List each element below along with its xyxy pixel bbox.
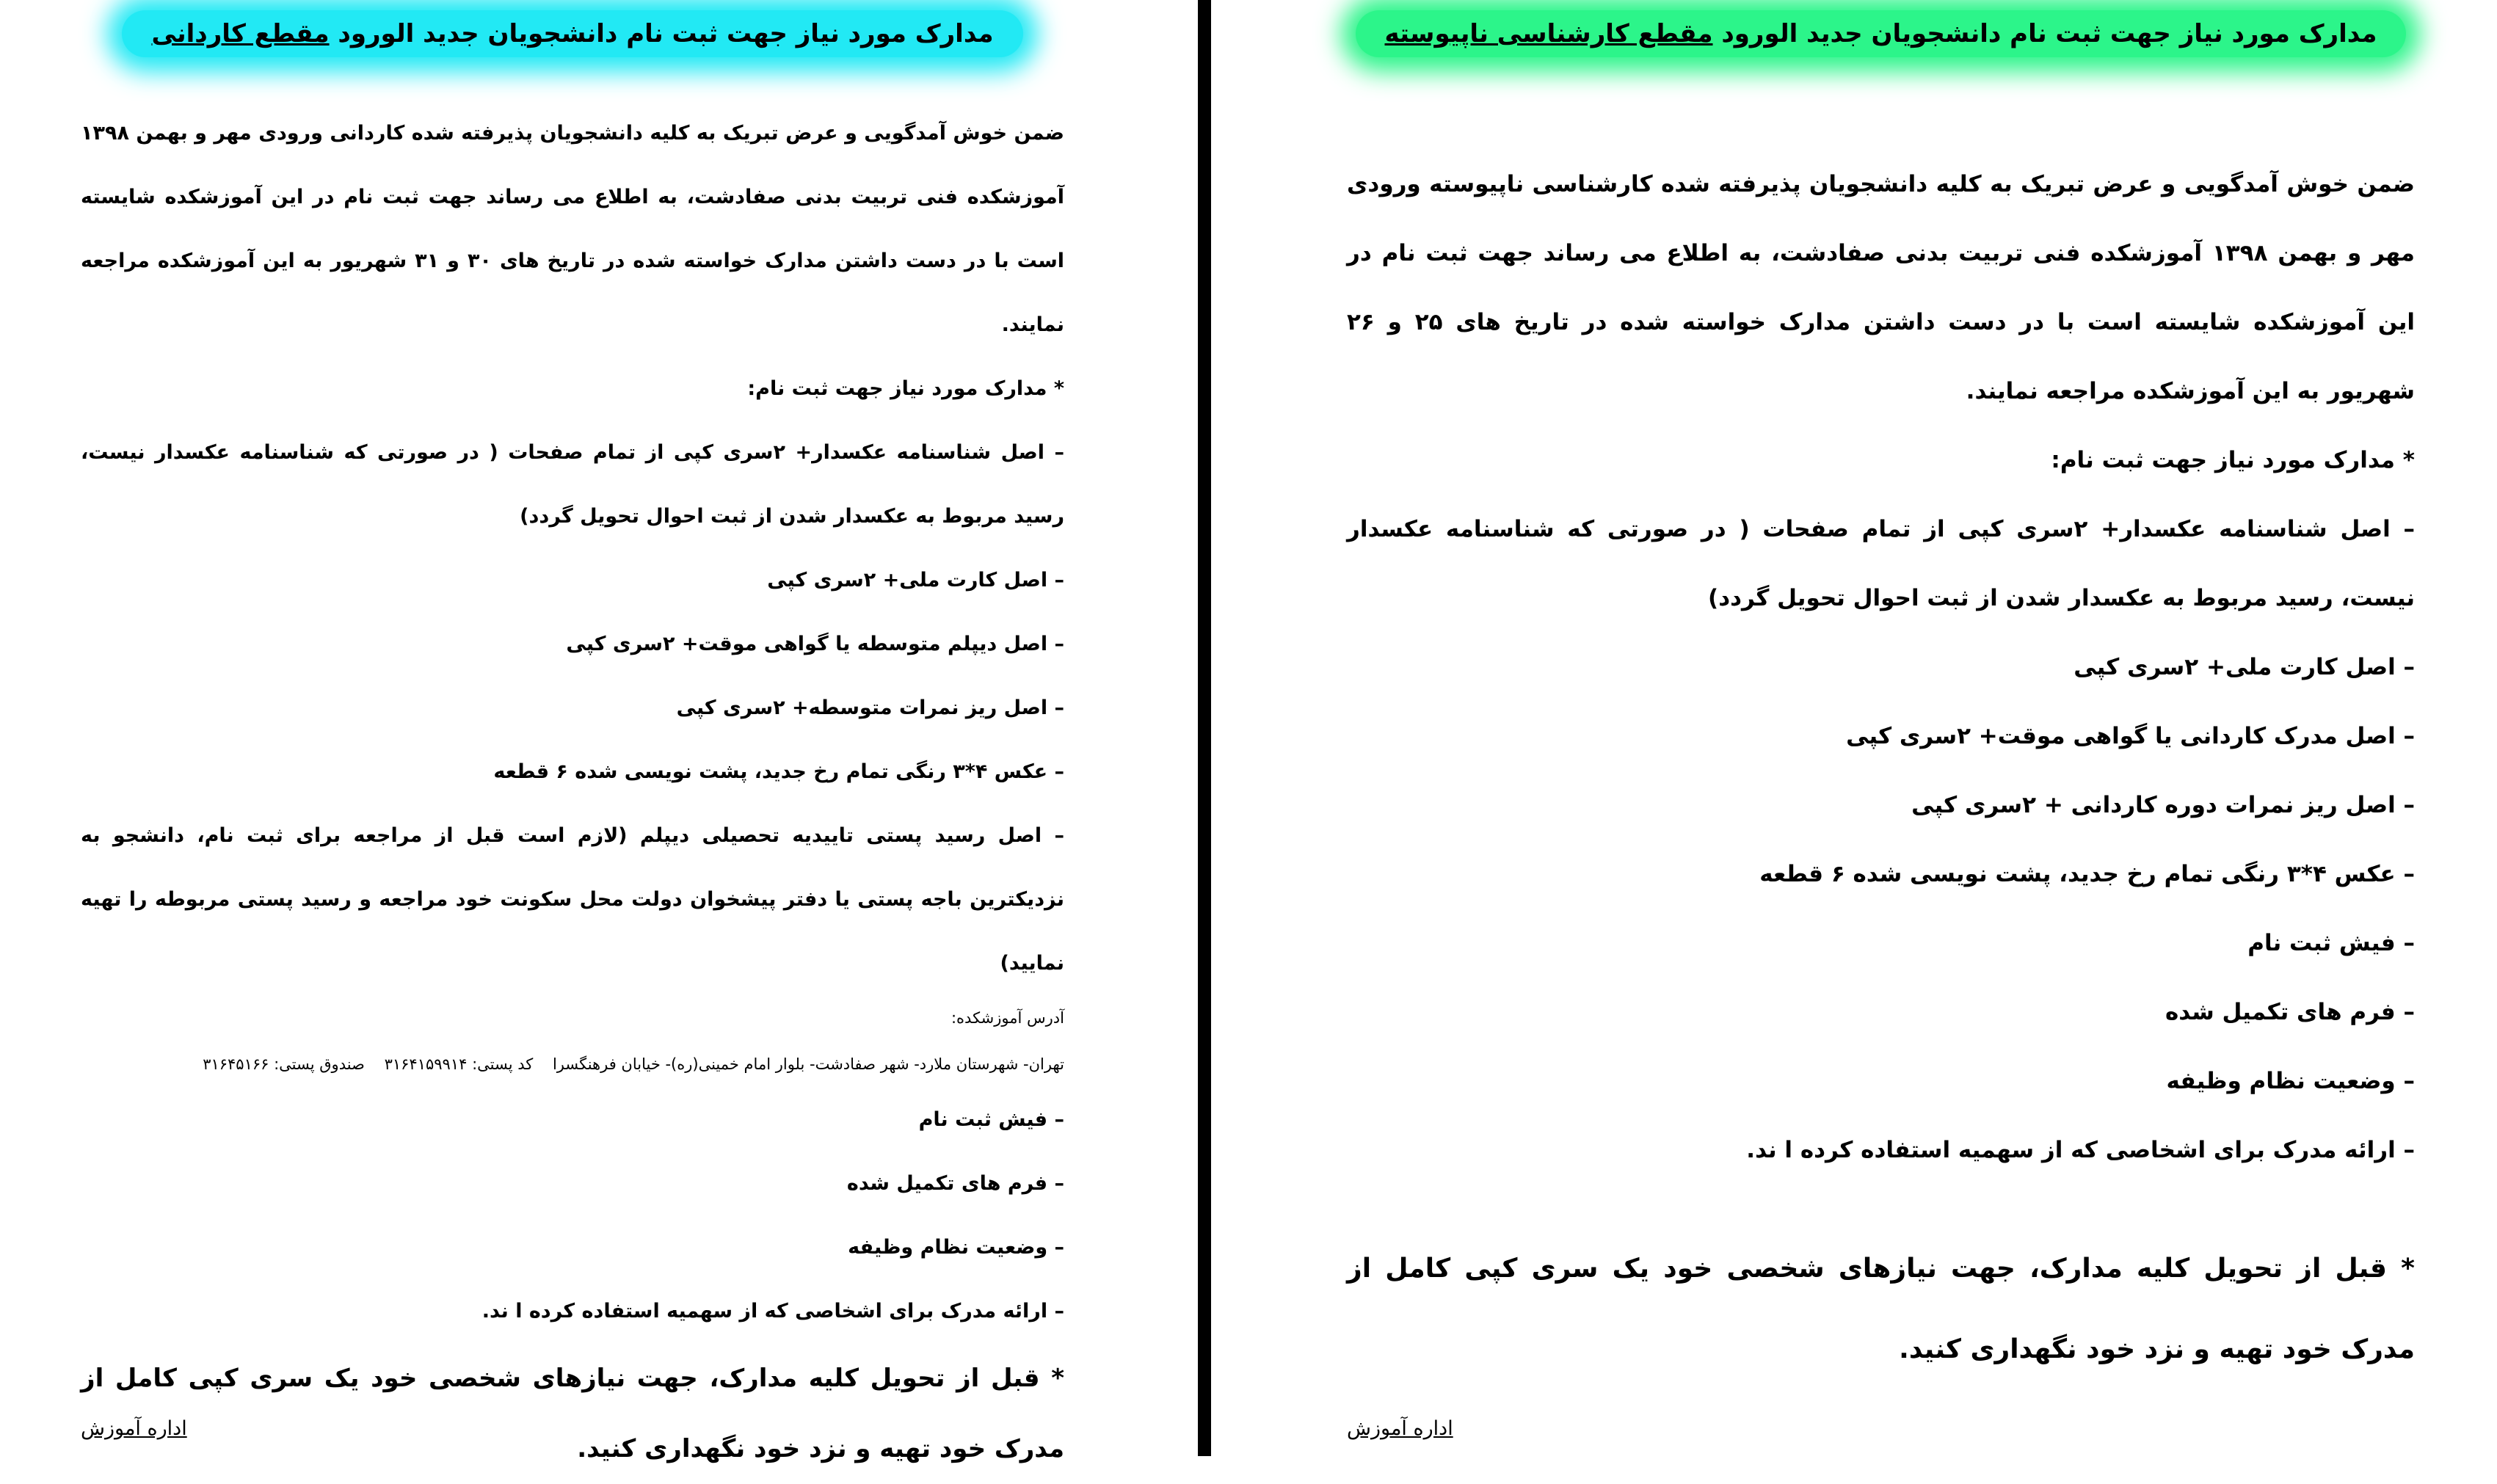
associate-title-level: مقطع کاردانی	[151, 19, 330, 48]
bachelor-docs-heading: * مدارک مورد نیاز جهت ثبت نام:	[2051, 447, 2415, 473]
bachelor-notice	[1347, 0, 2415, 1456]
column-divider	[1198, 0, 1211, 1456]
associate-item-2: – اصل کارت ملی+ ۲سری کپی	[767, 569, 1064, 592]
associate-item-1: – اصل شناسنامه عکسدار+ ۲سری کپی از تمام صفحات ( در صورتی که شناسنامه عکسدار نیست، رسید مربوط به عکسدار شدن از ثبت احوال تحویل گردد)	[81, 441, 1064, 528]
associate-item-4: – اصل ریز نمرات متوسطه+ ۲سری کپی	[676, 696, 1064, 719]
bachelor-item-7: – فرم های تکمیل شده	[2165, 999, 2415, 1025]
bachelor-item-9: – ارائه مدرک برای اشخاصی که از سهمیه استفاده کرده ا ند.	[1746, 1137, 2415, 1163]
associate-docs-heading: * مدارک مورد نیاز جهت ثبت نام:	[747, 377, 1064, 400]
associate-title	[122, 10, 1022, 57]
associate-degree-notice	[81, 0, 1064, 1463]
bachelor-signature: اداره آموزش	[1347, 1417, 1453, 1440]
associate-item-8: – فرم های تکمیل شده	[846, 1172, 1064, 1195]
associate-item-5: – عکس ۴*۳ رنگی تمام رخ جدید، پشت نویسی شده ۶ قطعه	[493, 760, 1064, 783]
associate-title-wrap	[81, 10, 1064, 76]
bachelor-item-1: – اصل شناسنامه عکسدار+ ۲سری کپی از تمام صفحات ( در صورتی که شناسنامه عکسدار نیست، رسید مربوط به عکسدار شدن از ثبت احوال تحویل گردد)	[1347, 516, 2416, 611]
associate-item-10: – ارائه مدرک برای اشخاصی که از سهمیه استفاده کرده ا ند.	[481, 1300, 1064, 1323]
address-label: آدرس آموزشکده:	[951, 1009, 1064, 1027]
associate-signature: اداره آموزش	[81, 1417, 187, 1440]
bachelor-item-4: – اصل ریز نمرات دوره کاردانی + ۲سری کپی	[1911, 792, 2415, 818]
bachelor-title-wrap	[1347, 10, 2415, 76]
associate-item-9: – وضعیت نظام وظیفه	[848, 1236, 1064, 1259]
bachelor-title-level: مقطع کارشناسی ناپیوسته	[1384, 19, 1713, 48]
bachelor-item-5: – عکس ۴*۳ رنگی تمام رخ جدید، پشت نویسی شده ۶ قطعه	[1759, 861, 2415, 887]
address-text: تهران- شهرستان ملارد- شهر صفادشت- بلوار امام خمینی(ره)- خیابان فرهنگسرا کد پستی: ۳۱۶۴۱۵۹۹۱۴ صندوق پستی: ۳۱۶۴۵۱۶۶	[203, 1055, 1064, 1073]
bachelor-item-8: – وضعیت نظام وظیفه	[2166, 1068, 2415, 1094]
bachelor-title-prefix: مدارک مورد نیاز جهت ثبت نام دانشجویان جدید الورود	[1712, 19, 2377, 48]
bachelor-copy-note: * قبل از تحویل کلیه مدارک، جهت نیازهای شخصی خود یک سری کپی کامل از مدرک خود تهیه و نزد خود نگهداری کنید.	[1347, 1254, 2415, 1364]
bachelor-item-6: – فیش ثبت نام	[2247, 930, 2415, 956]
associate-copy-note: * قبل از تحویل کلیه مدارک، جهت نیازهای شخصی خود یک سری کپی کامل از مدرک خود تهیه و نزد خود نگهداری کنید.	[81, 1364, 1064, 1463]
associate-item-3: – اصل دیپلم متوسطه یا گواهی موقت+ ۲سری کپی	[566, 633, 1064, 655]
associate-item-7: – فیش ثبت نام	[918, 1108, 1064, 1131]
bachelor-intro: ضمن خوش آمدگویی و عرض تبریک به کلیه دانشجویان پذیرفته شده کارشناسی ناپیوسته ورودی مهر و بهمن ۱۳۹۸ آموزشکده فنی تربیت بدنی صفادشت، به اطلاع می رساند جهت ثبت نام در این آموزشکده شایسته است با در دست داشتن مدارک خواسته شده در تاریخ های ۲۵ و ۲۶ شهریور به این آموزشکده مراجعه نمایند.	[1347, 171, 2415, 404]
bachelor-item-3: – اصل مدرک کاردانی یا گواهی موقت+ ۲سری کپی	[1846, 723, 2415, 749]
associate-title-prefix: مدارک مورد نیاز جهت ثبت نام دانشجویان جدید الورود	[329, 19, 994, 48]
associate-intro: ضمن خوش آمدگویی و عرض تبریک به کلیه دانشجویان پذیرفته شده کاردانی ورودی مهر و بهمن ۱۳۹۸ آموزشکده فنی تربیت بدنی صفادشت، به اطلاع می رساند جهت ثبت نام در این آموزشکده شایسته است با در دست داشتن مدارک خواسته شده در تاریخ های ۳۰ و ۳۱ شهریور به این آموزشکده مراجعه نمایند.	[81, 122, 1064, 336]
associate-item-6: – اصل رسید پستی تاییدیه تحصیلی دیپلم (لازم است قبل از مراجعه برای ثبت نام، دانشجو به نزدیکترین باجه پستی یا دفتر پیشخوان دولت محل سکونت خود مراجعه و رسید پستی مربوطه را تهیه نمایید)	[81, 824, 1064, 975]
bachelor-item-2: – اصل کارت ملی+ ۲سری کپی	[2073, 654, 2415, 680]
bachelor-title	[1356, 10, 2407, 57]
